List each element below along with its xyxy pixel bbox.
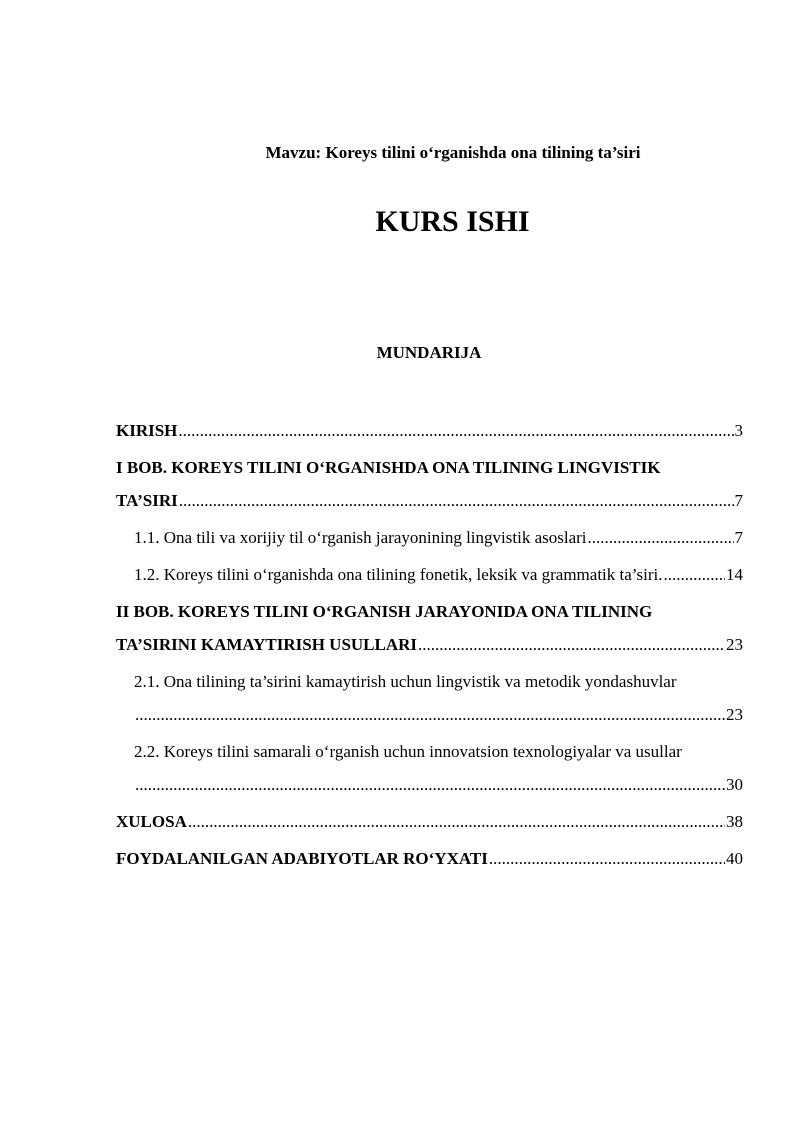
toc-entry-section-2-1-line1 [116,671,743,693]
toc-entry-chapter1-line2 [116,490,743,512]
toc-leader-dots [178,420,733,442]
topic-line: Mavzu: Koreys tilini o‘rganishda ona tilining ta’siri [265,143,641,162]
toc-page-number: 23 [726,635,743,654]
table-of-contents [116,420,743,870]
toc-entry-chapter2-line2 [116,634,743,656]
toc-entry-label: 1.1. Ona tili va xorijiy til o‘rganish jarayonining lingvistik asoslari [134,528,587,547]
toc-entry-references [116,848,743,870]
toc-leader-dots [188,811,725,833]
toc-entry-section-1-2 [116,564,743,586]
toc-entry-xulosa [116,811,743,833]
toc-page-number: 3 [734,421,743,440]
toc-leader-dots [588,527,734,549]
toc-entry-label: XULOSA [116,812,187,831]
toc-entry-label: 2.1. Ona tilining ta’sirini kamaytirish uchun lingvistik va metodik yondashuvlar [134,672,677,691]
toc-entry-label: TA’SIRINI KAMAYTIRISH USULLARI [116,635,418,654]
toc-page-number: 40 [726,849,743,868]
toc-leader-dots [489,848,725,870]
toc-entry-label: TA’SIRI [116,491,178,510]
toc-leader-dots [135,774,725,796]
toc-entry-label: 2.2. Koreys tilini samarali o‘rganish uchun innovatsion texnologiyalar va usullar [134,742,682,761]
toc-leader-dots [135,704,725,726]
toc-entry-section-2-2-line2 [116,774,743,796]
toc-page-number: 38 [726,812,743,831]
toc-entry-label: FOYDALANILGAN ADABIYOTLAR RO‘YXATI [116,849,488,868]
toc-page-number: 14 [726,565,743,584]
toc-page-number: 30 [726,775,743,794]
toc-heading: MUNDARIJA [376,343,482,362]
toc-entry-chapter1-line1 [116,457,743,479]
toc-entry-kirish [116,420,743,442]
document-title: KURS ISHI [375,205,530,238]
toc-leader-dots [664,564,726,586]
toc-page-number: 23 [726,705,743,724]
toc-entry-section-2-2-line1 [116,741,743,763]
toc-leader-dots [418,634,725,656]
toc-leader-dots [179,490,734,512]
toc-page-number: 7 [734,491,743,510]
toc-page-number: 7 [734,528,743,547]
toc-entry-chapter2-line1 [116,601,743,623]
toc-entry-label: KIRISH [116,421,178,440]
toc-entry-section-2-1-line2 [116,704,743,726]
toc-entry-label: II BOB. KOREYS TILINI O‘RGANISH JARAYONIDA ONA TILINING [116,602,653,621]
toc-entry-label: 1.2. Koreys tilini o‘rganishda ona tilining fonetik, leksik va grammatik ta’siri. [134,565,663,584]
toc-entry-section-1-1 [116,527,743,549]
toc-entry-label: I BOB. KOREYS TILINI O‘RGANISHDA ONA TILINING LINGVISTIK [116,458,661,477]
